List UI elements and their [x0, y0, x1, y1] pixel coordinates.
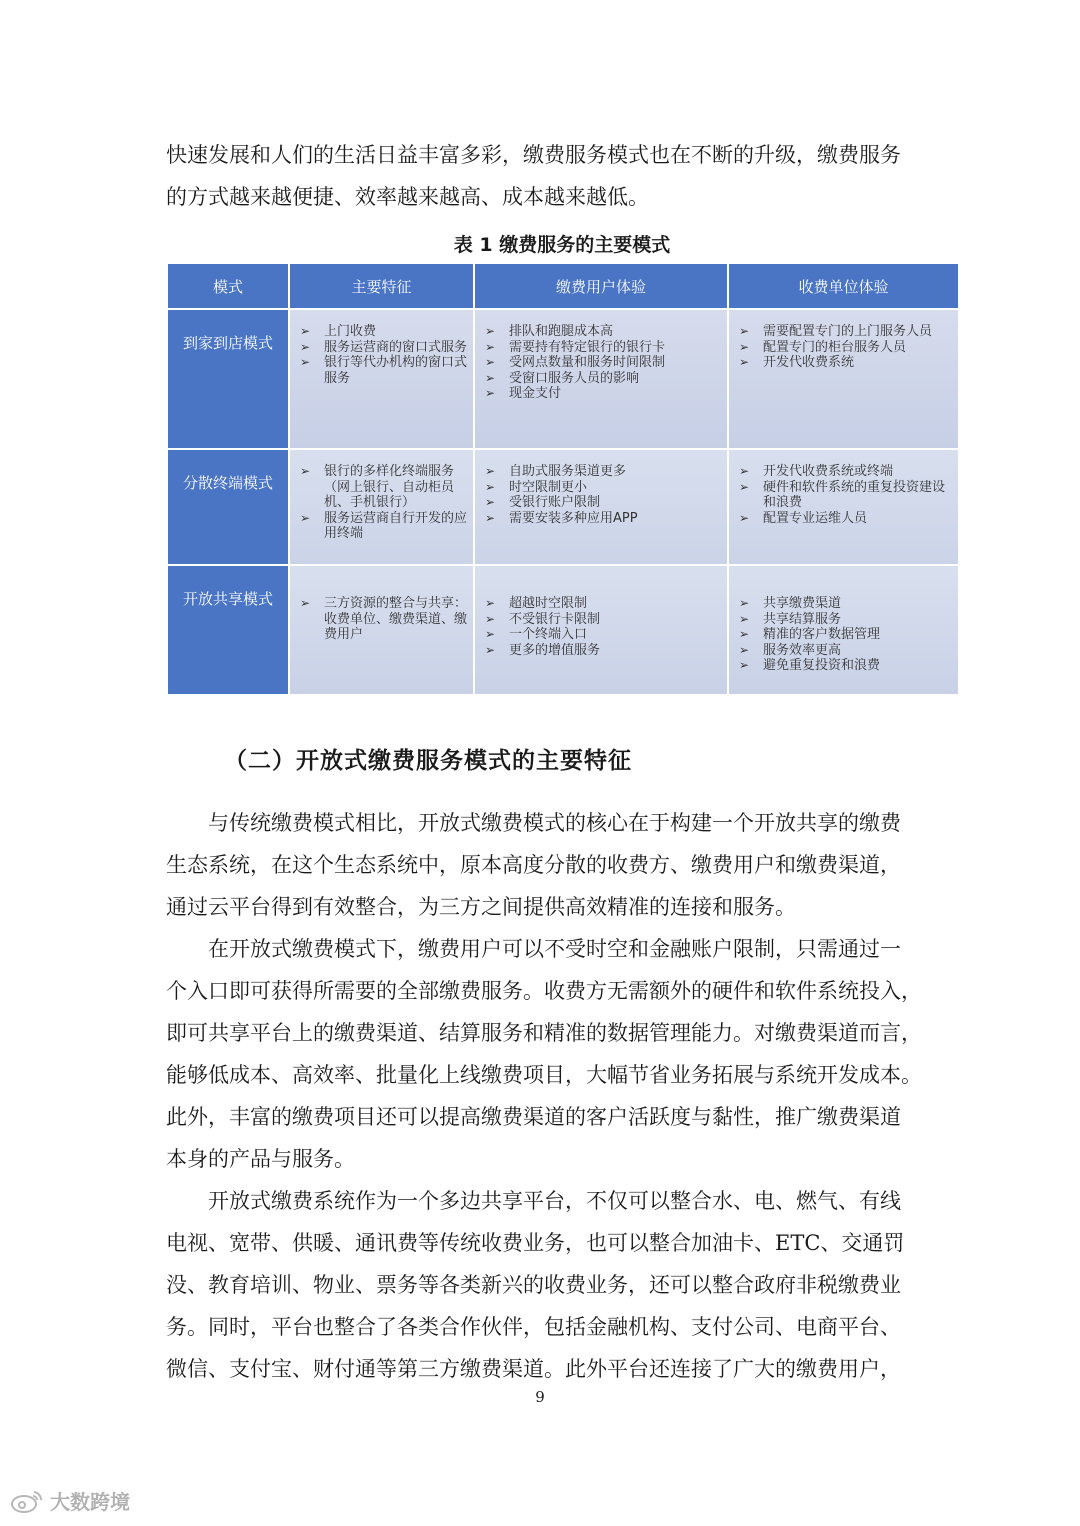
bullet-item: ➢ 自助式服务渠道更多 — [481, 464, 721, 480]
column-header-mode: 模式 — [167, 263, 289, 309]
row-header-mode: 分散终端模式 — [167, 449, 289, 565]
bullet-item: ➢ 受银行账户限制 — [481, 495, 721, 511]
user-experience-cell — [474, 449, 728, 565]
table-row — [167, 565, 959, 695]
table-header-row — [167, 263, 959, 309]
text-line: 个入口即可获得所需要的全部缴费服务。收费方无需额外的硬件和软件系统投入， — [166, 979, 922, 1003]
text-line: 快速发展和人们的生活日益丰富多彩，缴费服务模式也在不断的升级，缴费服务 — [166, 143, 901, 167]
text-line: 本身的产品与服务。 — [166, 1147, 355, 1171]
text-line: 与传统缴费模式相比，开放式缴费模式的核心在于构建一个开放共享的缴费 — [208, 811, 901, 835]
intro-paragraph — [166, 134, 916, 218]
bullet-item: ➢ 三方资源的整合与共享：收费单位、缴费渠道、缴费用户 — [296, 596, 467, 643]
biller-experience-cell — [728, 449, 959, 565]
table-caption: 表 1 缴费服务的主要模式 — [453, 234, 671, 256]
bullet-item: ➢ 银行的多样化终端服务（网上银行、自动柜员机、手机银行） — [296, 464, 467, 511]
row-header-mode: 开放共享模式 — [167, 565, 289, 695]
page-number: 9 — [535, 1388, 545, 1406]
bullet-item: ➢ 排队和跑腿成本高 — [481, 324, 721, 340]
features-cell — [289, 309, 474, 449]
bullet-item: ➢ 共享缴费渠道 — [735, 596, 952, 612]
column-header-features: 主要特征 — [289, 263, 474, 309]
table-row — [167, 309, 959, 449]
bullet-item: ➢ 需要安装多种应用APP — [481, 511, 721, 527]
table-row — [167, 449, 959, 565]
bullet-item: ➢ 服务运营商自行开发的应用终端 — [296, 511, 467, 542]
text-line: 务。同时，平台也整合了各类合作伙伴，包括金融机构、支付公司、电商平台、 — [166, 1315, 901, 1339]
bullet-item: ➢ 需要配置专门的上门服务人员 — [735, 324, 952, 340]
body-paragraph — [166, 928, 922, 1180]
bullet-item: ➢ 配置专门的柜台服务人员 — [735, 340, 952, 356]
column-header-biller-experience: 收费单位体验 — [728, 263, 959, 309]
bullet-item: ➢ 精准的客户数据管理 — [735, 627, 952, 643]
bullet-item: ➢ 开发代收费系统 — [735, 355, 952, 371]
bullet-item: ➢ 更多的增值服务 — [481, 643, 721, 659]
bullet-item: ➢ 现金支付 — [481, 386, 721, 402]
text-line: 开放式缴费系统作为一个多边共享平台，不仅可以整合水、电、燃气、有线 — [208, 1189, 901, 1213]
bullet-item: ➢ 配置专业运维人员 — [735, 511, 952, 527]
row-header-mode: 到家到店模式 — [167, 309, 289, 449]
biller-experience-cell — [728, 309, 959, 449]
body-paragraph — [166, 1180, 916, 1390]
bullet-item: ➢ 受窗口服务人员的影响 — [481, 371, 721, 387]
bullet-item: ➢ 开发代收费系统或终端 — [735, 464, 952, 480]
bullet-item: ➢ 一个终端入口 — [481, 627, 721, 643]
user-experience-cell — [474, 309, 728, 449]
bullet-item: ➢ 受网点数量和服务时间限制 — [481, 355, 721, 371]
bullet-item: ➢ 硬件和软件系统的重复投资建设和浪费 — [735, 480, 952, 511]
bullet-item: ➢ 共享结算服务 — [735, 612, 952, 628]
column-header-user-experience: 缴费用户体验 — [474, 263, 728, 309]
bullet-item: ➢ 银行等代办机构的窗口式服务 — [296, 355, 467, 386]
text-line: 即可共享平台上的缴费渠道、结算服务和精准的数据管理能力。对缴费渠道而言， — [166, 1021, 922, 1045]
section-heading: （二）开放式缴费服务模式的主要特征 — [224, 747, 632, 774]
bullet-item: ➢ 上门收费 — [296, 324, 467, 340]
features-cell — [289, 565, 474, 695]
features-cell — [289, 449, 474, 565]
text-line: 的方式越来越便捷、效率越来越高、成本越来越低。 — [166, 185, 649, 209]
text-line: 微信、支付宝、财付通等第三方缴费渠道。此外平台还连接了广大的缴费用户， — [166, 1357, 901, 1381]
user-experience-cell — [474, 565, 728, 695]
text-line: 电视、宽带、供暖、通讯费等传统收费业务，也可以整合加油卡、ETC、交通罚 — [166, 1231, 905, 1255]
text-line: 能够低成本、高效率、批量化上线缴费项目，大幅节省业务拓展与系统开发成本。 — [166, 1063, 922, 1087]
bullet-item: ➢ 服务运营商的窗口式服务 — [296, 340, 467, 356]
bullet-item: ➢ 超越时空限制 — [481, 596, 721, 612]
text-line: 在开放式缴费模式下，缴费用户可以不受时空和金融账户限制，只需通过一 — [208, 937, 901, 961]
text-line: 通过云平台得到有效整合，为三方之间提供高效精准的连接和服务。 — [166, 895, 796, 919]
bullet-item: ➢ 避免重复投资和浪费 — [735, 658, 952, 674]
watermark-text: 大数跨境 — [50, 1490, 130, 1514]
payment-modes-table — [166, 262, 960, 696]
weibo-logo-icon — [10, 1488, 44, 1514]
text-line: 此外，丰富的缴费项目还可以提高缴费渠道的客户活跃度与黏性，推广缴费渠道 — [166, 1105, 901, 1129]
watermark — [10, 1486, 130, 1515]
text-line: 生态系统，在这个生态系统中，原本高度分散的收费方、缴费用户和缴费渠道， — [166, 853, 901, 877]
text-line: 没、教育培训、物业、票务等各类新兴的收费业务，还可以整合政府非税缴费业 — [166, 1273, 901, 1297]
biller-experience-cell — [728, 565, 959, 695]
bullet-item: ➢ 不受银行卡限制 — [481, 612, 721, 628]
body-paragraph — [166, 802, 916, 928]
bullet-item: ➢ 需要持有特定银行的银行卡 — [481, 340, 721, 356]
bullet-item: ➢ 时空限制更小 — [481, 480, 721, 496]
bullet-item: ➢ 服务效率更高 — [735, 643, 952, 659]
